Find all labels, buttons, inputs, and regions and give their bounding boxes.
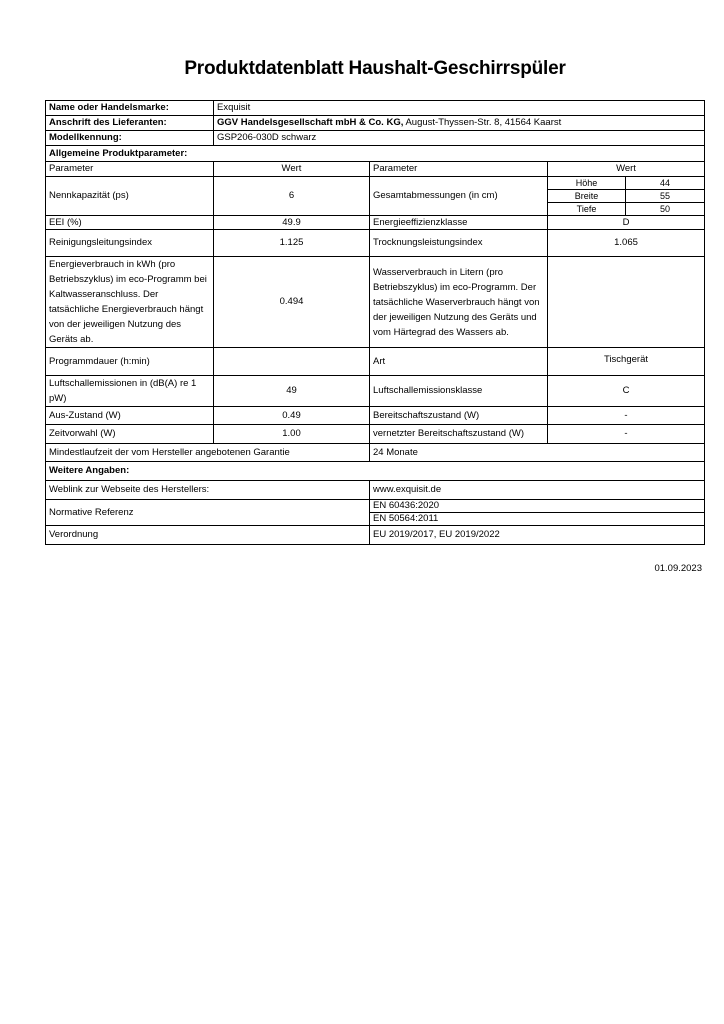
depth-value: 50 (626, 203, 705, 216)
noise-class-value: C (548, 376, 705, 407)
delay-start-row (46, 425, 705, 444)
document-date: 01.09.2023 (654, 563, 702, 574)
height-label: Höhe (548, 177, 626, 190)
regulation-label: Verordnung (46, 526, 370, 545)
energy-consumption-value: 0.494 (214, 257, 370, 348)
additional-section-heading: Weitere Angaben: (46, 462, 705, 481)
col-value-left: Wert (214, 162, 370, 177)
product-data-table (45, 100, 705, 545)
program-duration-value (214, 348, 370, 376)
noise-row (46, 376, 705, 407)
water-consumption-value (548, 257, 705, 348)
model-row (46, 131, 705, 146)
cleaning-drying-row (46, 230, 705, 257)
standby-label: Bereitschaftszustand (W) (370, 407, 548, 425)
warranty-label: Mindestlaufzeit der vom Hersteller angebotenen Garantie (46, 444, 370, 462)
page-title: Produktdatenblatt Haushalt-Geschirrspüler (184, 58, 566, 79)
drying-value: 1.065 (548, 230, 705, 257)
width-value: 55 (626, 190, 705, 203)
eei-label: EEI (%) (46, 216, 214, 230)
energy-consumption-label: Energieverbrauch in kWh (pro Betriebszyklus) im eco-Programm bei Kaltwasseranschluss. Der tatsächliche Energieverbrauch hängt von der jeweiligen Nutzung des Geräts ab. (46, 257, 214, 348)
brand-value: Exquisit (214, 101, 705, 116)
off-mode-value: 0.49 (214, 407, 370, 425)
normative-value-2: EN 50564:2011 (370, 513, 705, 526)
regulation-value: EU 2019/2017, EU 2019/2022 (370, 526, 705, 545)
water-consumption-label: Wasserverbrauch in Litern (pro Betriebszyklus) im eco-Programm. Der tatsächliche Waserverbrauch hängt von der jeweiligen Nutzung des Geräts und vom Härtegrad des Wassers ab. (370, 257, 548, 348)
off-standby-row (46, 407, 705, 425)
energy-class-value: D (548, 216, 705, 230)
additional-section-row (46, 462, 705, 481)
supplier-address: August-Thyssen-Str. 8, 41564 Kaarst (403, 117, 562, 128)
supplier-label: Anschrift des Lieferanten: (46, 116, 214, 131)
supplier-row (46, 116, 705, 131)
dimensions-label: Gesamtabmessungen (in cm) (370, 177, 548, 216)
networked-standby-label: vernetzter Bereitschaftszustand (W) (370, 425, 548, 444)
weblink-value[interactable]: www.exquisit.de (370, 481, 705, 500)
depth-label: Tiefe (548, 203, 626, 216)
brand-row (46, 101, 705, 116)
delay-start-label: Zeitvorwahl (W) (46, 425, 214, 444)
col-value-right: Wert (548, 162, 705, 177)
eei-row (46, 216, 705, 230)
weblink-row (46, 481, 705, 500)
warranty-value: 24 Monate (370, 444, 705, 462)
supplier-name: GGV Handelsgesellschaft mbH & Co. KG, (217, 117, 404, 128)
noise-class-label: Luftschallemissionsklasse (370, 376, 548, 407)
height-value: 44 (626, 177, 705, 190)
type-label: Art (370, 348, 548, 376)
capacity-label: Nennkapazität (ps) (46, 177, 214, 216)
cleaning-label: Reinigungsleitungsindex (46, 230, 214, 257)
delay-start-value: 1.00 (214, 425, 370, 444)
networked-standby-value: - (548, 425, 705, 444)
normative-value-1: EN 60436:2020 (370, 500, 705, 513)
col-param-left: Parameter (46, 162, 214, 177)
model-label: Modellkennung: (46, 131, 214, 146)
weblink-label: Weblink zur Webseite des Herstellers: (46, 481, 370, 500)
general-section-row (46, 146, 705, 162)
type-value: Tischgerät (548, 348, 705, 376)
width-label: Breite (548, 190, 626, 203)
program-type-row (46, 348, 705, 376)
noise-label: Luftschallemissionen in (dB(A) re 1 pW) (46, 376, 214, 407)
drying-label: Trocknungsleistungsindex (370, 230, 548, 257)
cleaning-value: 1.125 (214, 230, 370, 257)
consumption-row (46, 257, 705, 348)
eei-value: 49.9 (214, 216, 370, 230)
capacity-row (46, 177, 705, 190)
standby-value: - (548, 407, 705, 425)
noise-value: 49 (214, 376, 370, 407)
energy-class-label: Energieeffizienzklasse (370, 216, 548, 230)
col-param-right: Parameter (370, 162, 548, 177)
column-header-row (46, 162, 705, 177)
regulation-row (46, 526, 705, 545)
program-duration-label: Programmdauer (h:min) (46, 348, 214, 376)
normative-row-1 (46, 500, 705, 513)
brand-label: Name oder Handelsmarke: (46, 101, 214, 116)
capacity-value: 6 (214, 177, 370, 216)
off-mode-label: Aus-Zustand (W) (46, 407, 214, 425)
model-value: GSP206-030D schwarz (214, 131, 705, 146)
general-section-heading: Allgemeine Produktparameter: (46, 146, 705, 162)
normative-label: Normative Referenz (46, 500, 370, 526)
warranty-row (46, 444, 705, 462)
supplier-value (214, 116, 705, 131)
